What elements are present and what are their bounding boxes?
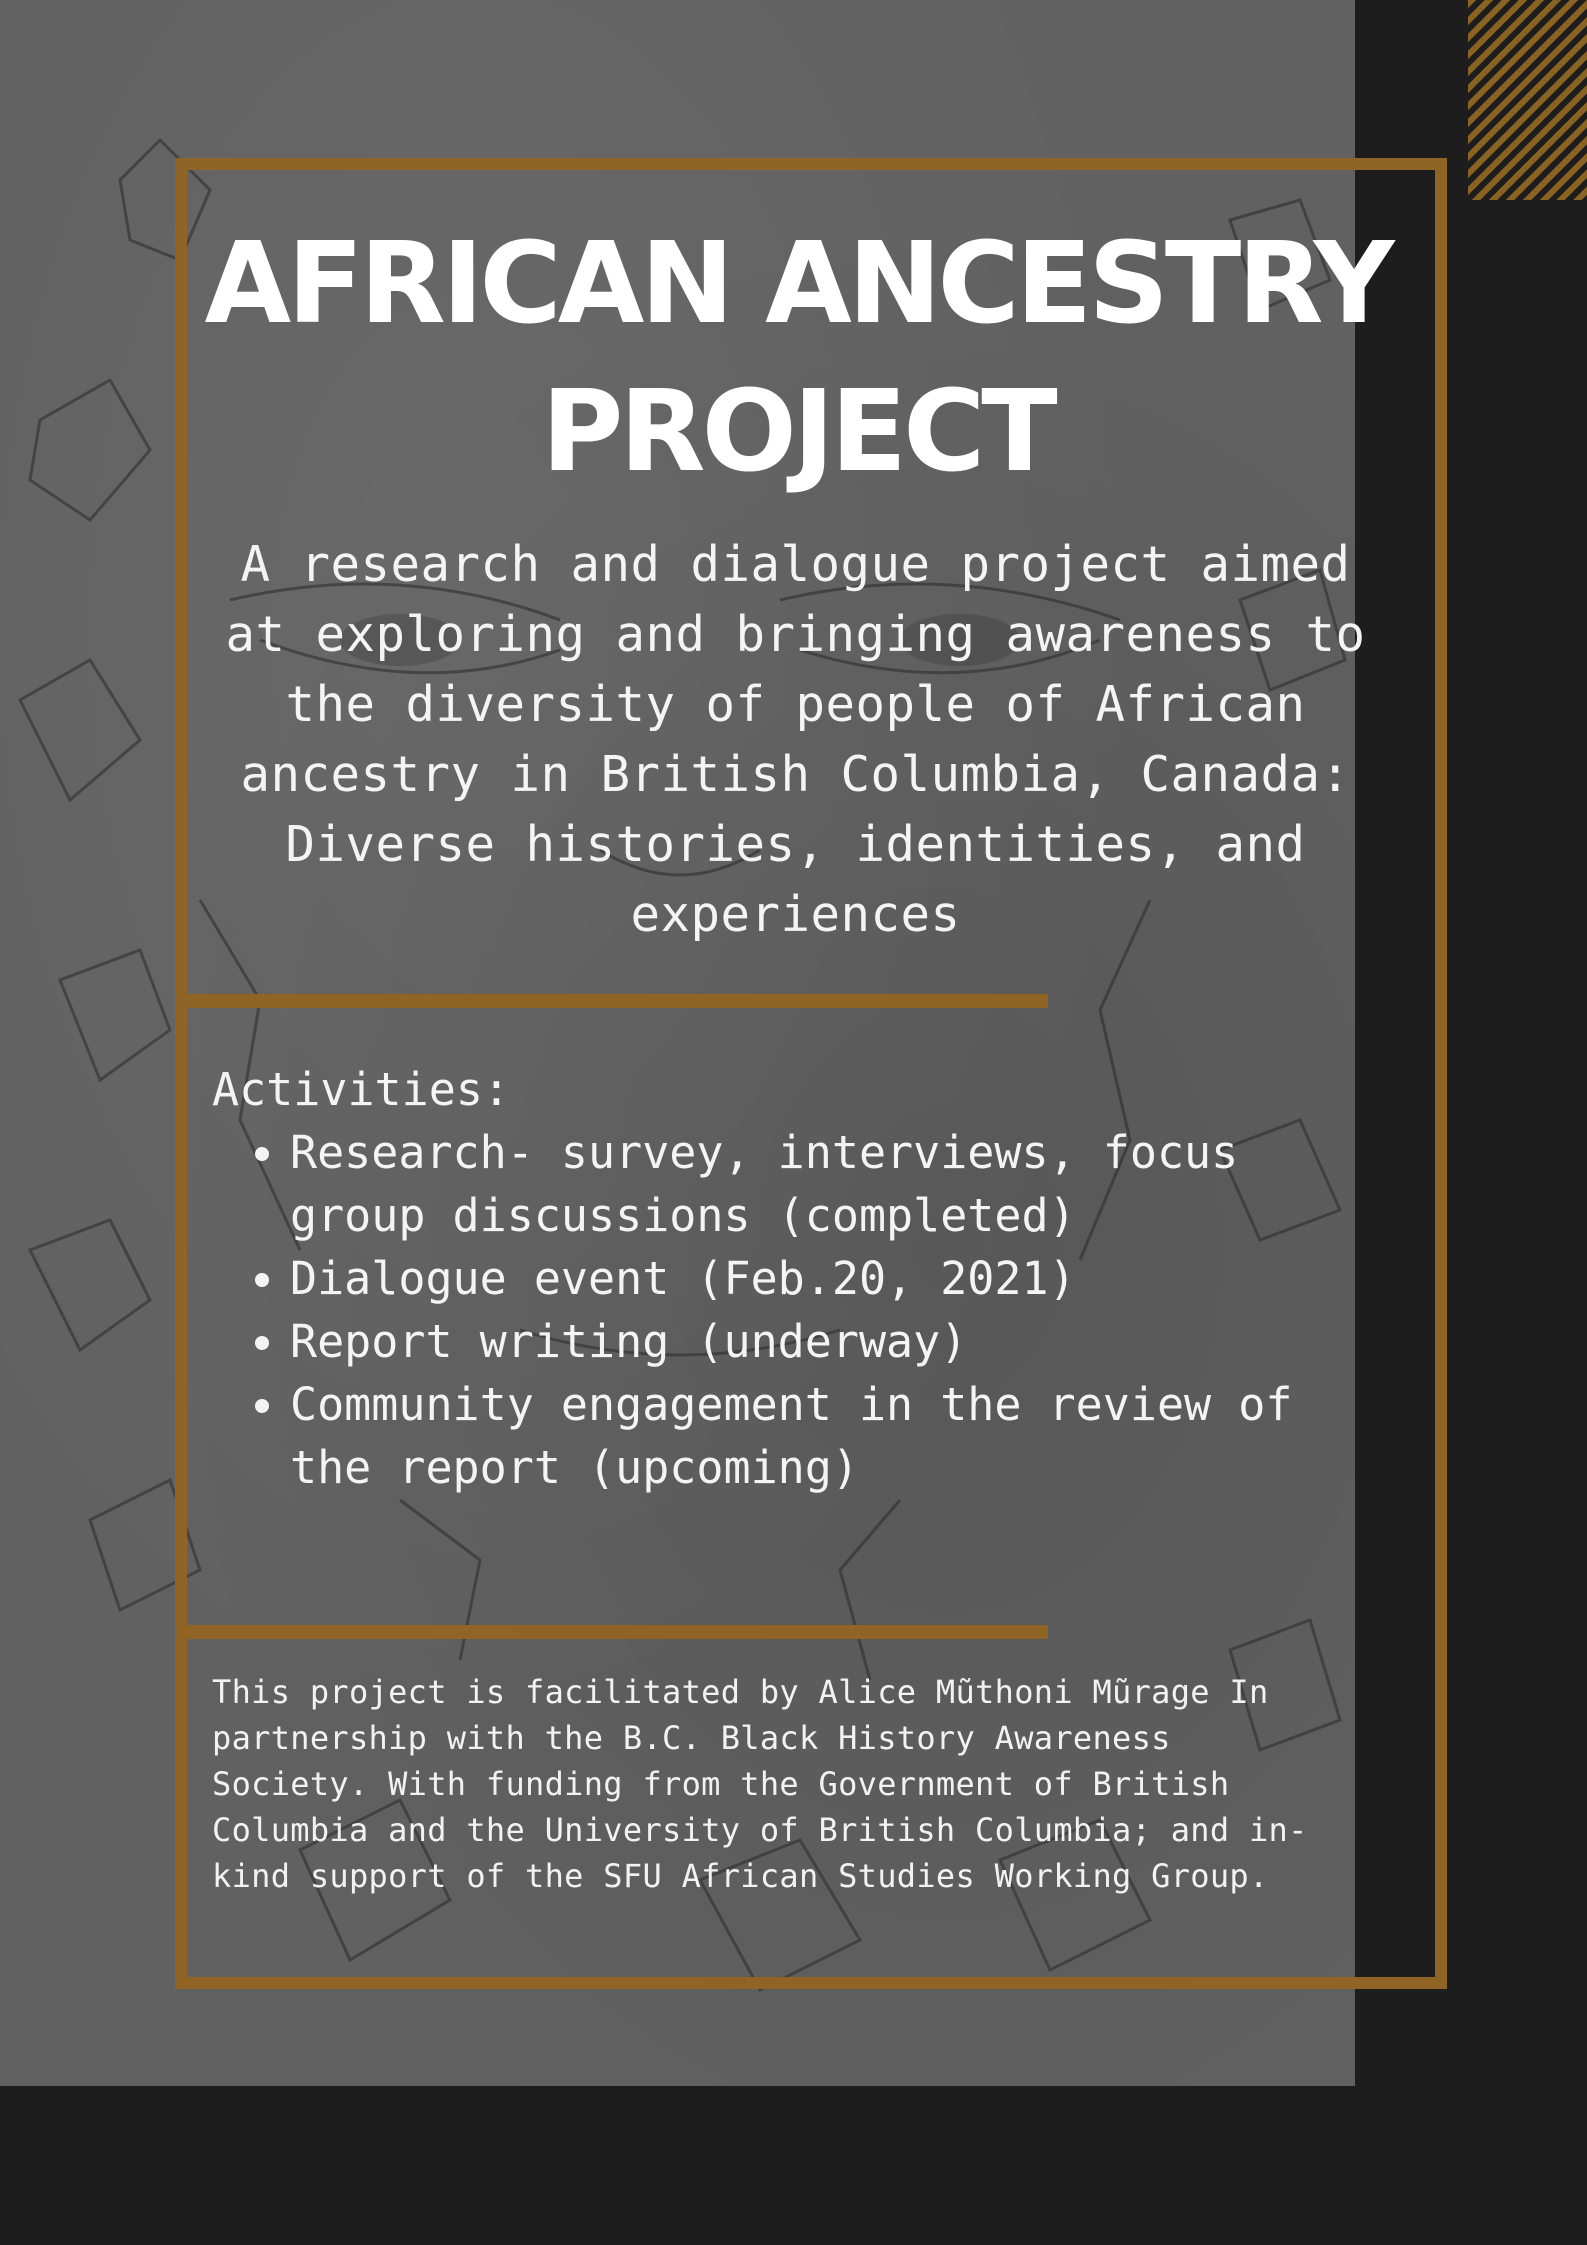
activities-heading: Activities: bbox=[212, 1063, 511, 1116]
activities-list bbox=[212, 1121, 1342, 1499]
title-line-2: PROJECT bbox=[541, 367, 1054, 497]
activity-item: • Research- survey, interviews, focus group discussions (completed) bbox=[290, 1121, 1342, 1247]
title-line-1: AFRICAN ANCESTRY bbox=[204, 219, 1391, 349]
section-divider-top bbox=[175, 994, 1048, 1008]
credits-text: This project is facilitated by Alice Mũthoni Mũrage In partnership with the B.C. Black History Awareness Society. With funding from the Government of British Columbia and the University of British Columbia; and in-kind support of the SFU African Studies Working Group. bbox=[212, 1673, 1308, 1895]
project-description: A research and dialogue project aimed at exploring and bringing awareness to the diversity of people of African ancestry in British Columbia, Canada: Diverse histories, identities, and experiences bbox=[225, 536, 1366, 943]
diagonal-stripes-icon bbox=[1468, 0, 1587, 200]
activity-item: • Report writing (underway) bbox=[290, 1310, 1342, 1373]
page-title bbox=[175, 210, 1420, 506]
activity-item: • Community engagement in the review of the report (upcoming) bbox=[290, 1373, 1342, 1499]
section-divider-bottom bbox=[175, 1625, 1048, 1639]
activities-section bbox=[212, 1058, 1342, 1499]
activity-item: • Dialogue event (Feb.20, 2021) bbox=[290, 1247, 1342, 1310]
